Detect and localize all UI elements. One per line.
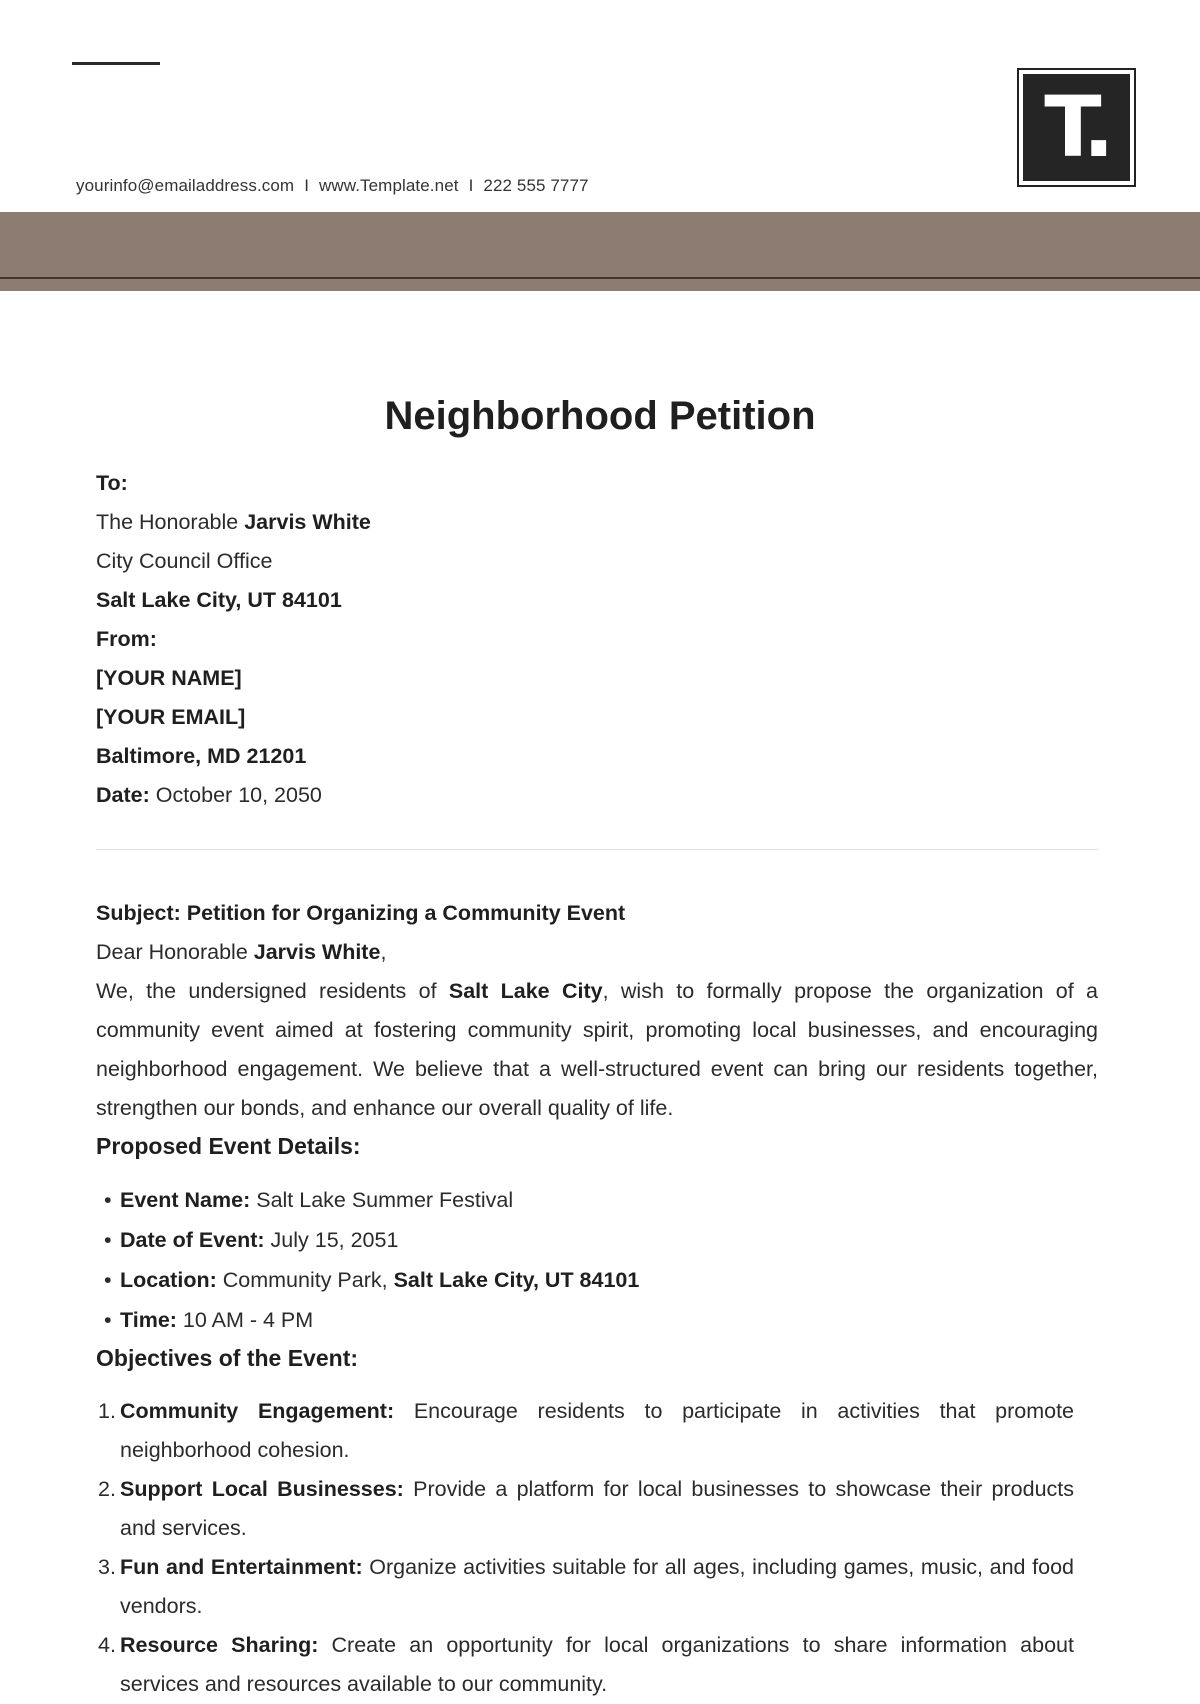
item-label: Support Local Businesses: bbox=[120, 1477, 404, 1501]
contact-website: www.Template.net bbox=[319, 176, 459, 195]
list-item bbox=[96, 1220, 1098, 1260]
intro-text-end: , wish to formally propose the organization of a community event aimed at fostering community spirit, promoting local businesses, and encouraging neighborhood engagement. We believe that a well-structured event can bring our residents together, strengthen our bonds, and enhance our overall quality of life. bbox=[96, 979, 1098, 1120]
from-label-line bbox=[96, 620, 1098, 659]
bullet-icon: • bbox=[104, 1228, 112, 1252]
list-item bbox=[96, 1260, 1098, 1300]
greeting-line bbox=[96, 933, 1098, 972]
logo-mark: T. bbox=[1023, 74, 1130, 181]
greeting-name: Jarvis White bbox=[253, 940, 381, 964]
item-value: 10 AM - 4 PM bbox=[176, 1308, 314, 1332]
list-item bbox=[96, 1548, 1074, 1626]
intro-city: Salt Lake City bbox=[448, 979, 603, 1003]
list-item bbox=[96, 1300, 1098, 1340]
bullet-icon: • bbox=[104, 1188, 112, 1212]
contact-separator: I bbox=[468, 176, 474, 195]
recipient-prefix: The Honorable bbox=[96, 510, 245, 534]
subject-text: Subject: Petition for Organizing a Community Event bbox=[96, 901, 626, 925]
recipient-city-line bbox=[96, 581, 1098, 620]
sender-city-line bbox=[96, 737, 1098, 776]
item-number: 3. bbox=[98, 1555, 116, 1579]
recipient-line bbox=[96, 503, 1098, 542]
recipient-city: Salt Lake City, UT 84101 bbox=[96, 588, 342, 612]
objectives-list bbox=[96, 1392, 1098, 1704]
event-details-list bbox=[96, 1180, 1098, 1340]
recipient-name: Jarvis White bbox=[244, 510, 371, 534]
intro-text-start: We, the undersigned residents of bbox=[96, 979, 449, 1003]
item-text: Organize activities suitable for all ages, including games, music, and food vendors. bbox=[120, 1555, 1074, 1618]
contact-phone: 222 555 7777 bbox=[483, 176, 589, 195]
address-block bbox=[96, 464, 1098, 815]
item-number: 2. bbox=[98, 1477, 116, 1501]
greeting-suffix: , bbox=[380, 940, 387, 964]
greeting-prefix: Dear Honorable bbox=[96, 940, 254, 964]
date-value: October 10, 2050 bbox=[149, 783, 322, 807]
page-title: Neighborhood Petition bbox=[384, 394, 816, 438]
item-value: Community Park, bbox=[216, 1268, 394, 1292]
item-number: 4. bbox=[98, 1633, 116, 1657]
date-line bbox=[96, 776, 1098, 815]
sender-name-line bbox=[96, 659, 1098, 698]
item-number: 1. bbox=[98, 1399, 116, 1423]
date-label: Date: bbox=[96, 783, 150, 807]
list-item bbox=[96, 1392, 1074, 1470]
item-label: Location: bbox=[120, 1268, 217, 1292]
item-label: Fun and Entertainment: bbox=[120, 1555, 363, 1579]
sender-email: [YOUR EMAIL] bbox=[96, 705, 246, 729]
sender-name: [YOUR NAME] bbox=[96, 666, 242, 690]
header-accent-line bbox=[72, 62, 160, 65]
header-band-lower bbox=[0, 279, 1200, 291]
item-value: Salt Lake Summer Festival bbox=[250, 1188, 514, 1212]
list-item bbox=[96, 1470, 1074, 1548]
item-label: Time: bbox=[120, 1308, 177, 1332]
item-text: Encourage residents to participate in activities that promote neighborhood cohesion. bbox=[120, 1399, 1075, 1462]
recipient-office: City Council Office bbox=[96, 549, 273, 573]
item-value: July 15, 2051 bbox=[264, 1228, 399, 1252]
sender-city: Baltimore, MD 21201 bbox=[96, 744, 307, 768]
contact-email: yourinfo@emailaddress.com bbox=[76, 176, 295, 195]
item-label: Resource Sharing: bbox=[120, 1633, 319, 1657]
list-item bbox=[96, 1626, 1074, 1704]
item-label: Community Engagement: bbox=[120, 1399, 395, 1423]
event-details-heading: Proposed Event Details: bbox=[96, 1133, 361, 1159]
section-divider bbox=[96, 849, 1098, 850]
contact-separator: I bbox=[304, 176, 310, 195]
item-text: Provide a platform for local businesses to showcase their products and services. bbox=[120, 1477, 1075, 1540]
brand-logo bbox=[1017, 68, 1136, 187]
intro-paragraph bbox=[96, 972, 1098, 1128]
contact-info bbox=[76, 176, 589, 196]
item-label: Event Name: bbox=[120, 1188, 251, 1212]
to-label-line bbox=[96, 464, 1098, 503]
document-body bbox=[96, 464, 1098, 1704]
list-item bbox=[96, 1180, 1098, 1220]
item-label: Date of Event: bbox=[120, 1228, 265, 1252]
bullet-icon: • bbox=[104, 1308, 112, 1332]
item-text: Create an opportunity for local organizations to share information about services and resources available to our community. bbox=[120, 1633, 1074, 1696]
item-value-bold: Salt Lake City, UT 84101 bbox=[393, 1268, 640, 1292]
bullet-icon: • bbox=[104, 1268, 112, 1292]
subject-line bbox=[96, 894, 1098, 933]
header-band bbox=[0, 212, 1200, 278]
from-label: From: bbox=[96, 627, 157, 651]
to-label: To: bbox=[96, 471, 128, 495]
objectives-heading: Objectives of the Event: bbox=[96, 1345, 359, 1371]
sender-email-line bbox=[96, 698, 1098, 737]
